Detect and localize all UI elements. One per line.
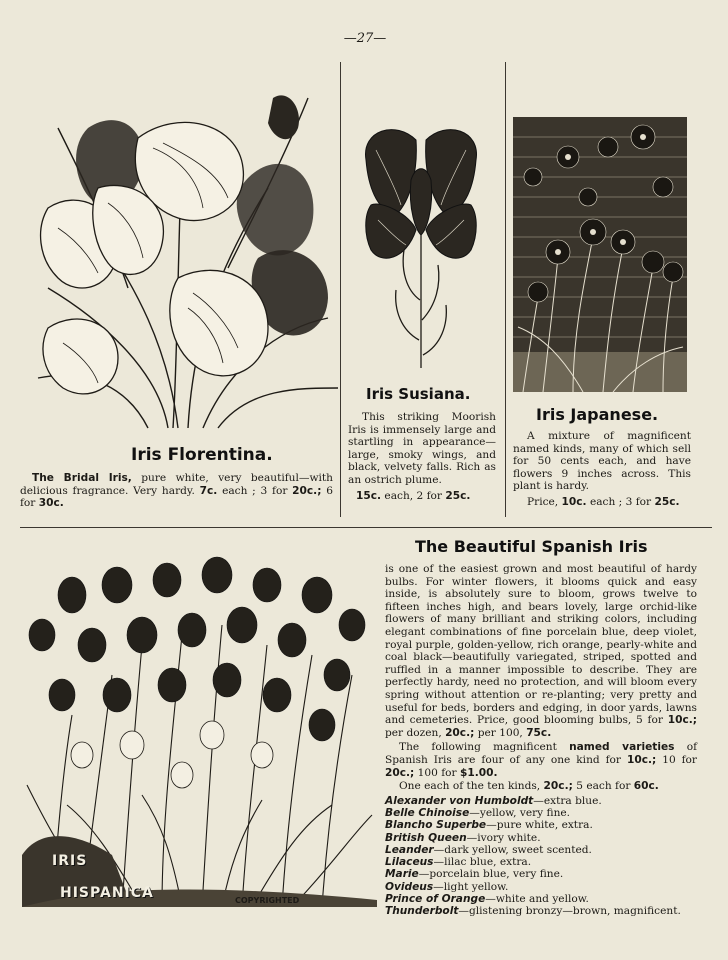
variety-desc: —ivory white. xyxy=(466,831,541,844)
variety-item xyxy=(385,807,697,819)
variety-name: Ovideus xyxy=(385,880,434,893)
japanese-price-three: 25c. xyxy=(654,495,680,508)
variety-item xyxy=(385,795,697,807)
variety-desc: —glistening bronzy—brown, magnificent. xyxy=(458,905,681,918)
variety-item xyxy=(385,819,697,831)
florentina-lead: The Bridal Iris, xyxy=(32,472,132,484)
each-price-five-each: 60c. xyxy=(633,780,659,793)
susiana-title: Iris Susiana. xyxy=(366,385,471,403)
each-price-ten-kinds: 20c.; xyxy=(543,780,573,793)
variety-desc: —dark yellow, sweet scented. xyxy=(433,843,592,856)
named-text-a: The following magnificent xyxy=(399,741,557,754)
variety-desc: —light yellow. xyxy=(433,880,509,893)
named-text-e: 100 for xyxy=(417,766,457,779)
column-divider-right xyxy=(505,62,506,517)
iris-japanese-illustration xyxy=(513,117,687,392)
each-text-b: 5 each for xyxy=(576,780,631,793)
variety-item xyxy=(385,844,697,856)
florentina-title: Iris Florentina. xyxy=(131,445,273,465)
variety-item xyxy=(385,905,697,917)
column-divider-left xyxy=(340,62,341,517)
named-price-ten: 20c.; xyxy=(385,766,415,779)
spanish-intro: is one of the easiest grown and most beautiful of hardy bulbs. For winter flowers, it blooms quick and easy inside, is absolutely sure to bloom, grows twelve to fifteen inches high, and bears lovely, large orchid-like flowers of many brilliant and striking colors, including elegant combinations of fine porcelain blue, deep violet, royal purple, golden-yellow, rich orange, pearly-white and coal black—beautifully variegated, striped, spotted and ruffled in a manner impossible to describe. They are perfectly hardy, need no protection, and will bloom every spring without attention or re-planting; very pretty and useful for beds, borders and edging, in door yards, lawns and cemeteries. Price, good blooming bulbs, 5 for xyxy=(385,563,697,727)
variety-name: Alexander von Humboldt xyxy=(385,794,534,807)
japanese-title: Iris Japanese. xyxy=(536,405,659,424)
variety-item xyxy=(385,856,697,868)
susiana-description xyxy=(348,411,496,502)
named-price-four: 10c.; xyxy=(626,753,657,766)
variety-desc: —yellow, very fine. xyxy=(469,806,571,819)
variety-list xyxy=(385,795,697,918)
spanish-price-five: 10c.; xyxy=(667,714,697,727)
susiana-price-two: 25c. xyxy=(445,489,471,502)
florentina-price-six: 30c. xyxy=(38,497,64,510)
named-varieties-label: named varieties xyxy=(569,741,675,754)
florentina-price-text: each ; 3 for xyxy=(222,484,288,497)
iris-susiana-illustration xyxy=(356,120,486,370)
spanish-title: The Beautiful Spanish Iris xyxy=(415,537,648,556)
one-each-paragraph xyxy=(385,780,697,793)
image-caption-hispanica: HISPANICA xyxy=(60,885,154,901)
japanese-price-text: each ; 3 for xyxy=(589,495,652,508)
iris-florentina-illustration xyxy=(28,88,340,432)
variety-item xyxy=(385,868,697,880)
susiana-price-text: each, 2 for xyxy=(384,489,442,502)
variety-name: Thunderbolt xyxy=(385,905,459,918)
florentina-price-single: 7c. xyxy=(199,484,218,497)
susiana-price-single: 15c. xyxy=(356,489,382,502)
florentina-text: pure white, very beautiful—with delicious fragrance. Very hardy. xyxy=(20,472,333,497)
japanese-text: A mixture of magnificent named kinds, many of which sell for 50 cents each, and have flowers 9 inches across. This plant is hardy. xyxy=(513,430,691,493)
japanese-price-single: 10c. xyxy=(561,495,587,508)
japanese-description xyxy=(513,430,691,509)
page-number: —27— xyxy=(343,31,387,46)
variety-name: Belle Chinoise xyxy=(385,806,470,819)
each-text-a: One each of the ten kinds, xyxy=(399,780,541,793)
named-price-hundred: $1.00. xyxy=(460,766,498,779)
variety-name: Blancho Superbe xyxy=(385,819,487,832)
florentina-price-three: 20c.; xyxy=(292,484,322,497)
variety-item xyxy=(385,893,697,905)
variety-name: Prince of Orange xyxy=(385,893,486,906)
variety-name: Lilaceus xyxy=(385,856,434,869)
spanish-price-dozen: 20c.; xyxy=(445,726,475,739)
spanish-price-text: per dozen, xyxy=(385,726,442,739)
variety-name: British Queen xyxy=(385,831,467,844)
spanish-description xyxy=(385,563,697,918)
variety-name: Leander xyxy=(385,843,434,856)
spanish-price-hundred: 75c. xyxy=(526,726,552,739)
copyright-mark: COPYRIGHTED xyxy=(235,896,300,905)
variety-item xyxy=(385,881,697,893)
japanese-price-label: Price, xyxy=(527,495,559,508)
variety-desc: —pure white, extra. xyxy=(486,819,593,832)
image-caption-iris: IRIS xyxy=(52,853,88,869)
variety-desc: —porcelain blue, very fine. xyxy=(418,868,564,881)
section-divider xyxy=(20,527,712,528)
spanish-price-text-2: per 100, xyxy=(477,726,523,739)
variety-desc: —white and yellow. xyxy=(485,893,589,906)
variety-name: Marie xyxy=(385,868,419,881)
named-text-d: 10 for xyxy=(662,753,697,766)
named-varieties-paragraph xyxy=(385,741,697,779)
variety-item xyxy=(385,832,697,844)
spanish-intro-paragraph xyxy=(385,563,697,739)
susiana-text: This striking Moorish Iris is immensely large and startling in appearance—large, smoky wings, and black, velvety falls. Rich as an ostrich plume. xyxy=(348,411,496,486)
variety-desc: —lilac blue, extra. xyxy=(433,856,532,869)
florentina-price-text-2: 6 for xyxy=(20,484,333,510)
variety-desc: —extra blue. xyxy=(533,794,602,807)
named-text-c: of Spanish Iris are four of any one kind for xyxy=(385,741,698,766)
florentina-description xyxy=(20,472,333,510)
